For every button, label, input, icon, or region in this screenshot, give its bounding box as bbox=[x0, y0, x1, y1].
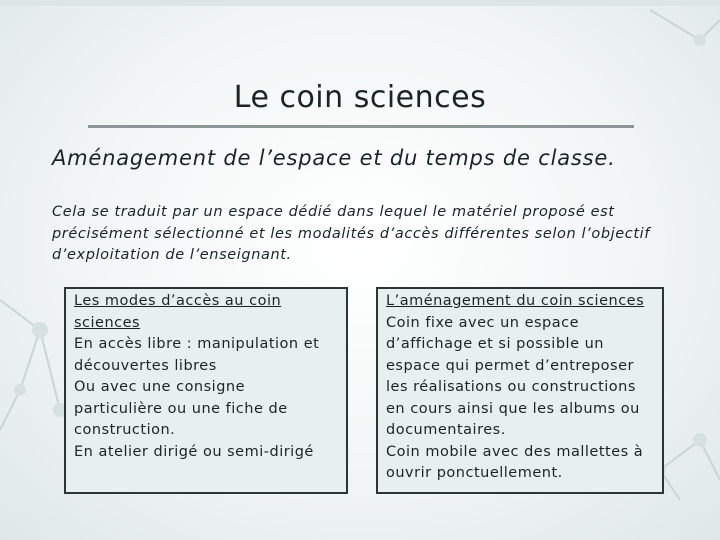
layout-item: Coin fixe avec un espace d’affichage et si possible un espace qui permet d’entreposer les réalisations ou constructions en cours ainsi que les albums ou documentaires. bbox=[386, 314, 640, 438]
layout-item: Coin mobile avec des mallettes à ouvrir ponctuellement. bbox=[386, 443, 644, 481]
top-band bbox=[0, 0, 720, 6]
access-modes-heading: Les modes d’accès au coin sciences bbox=[74, 293, 282, 331]
access-mode-item: Ou avec une consigne particulière ou une fiche de construction. bbox=[74, 379, 288, 438]
slide-title: Le coin sciences bbox=[233, 80, 487, 115]
intro-paragraph: Cela se traduit par un espace dédié dans lequel le matériel proposé est précisément sélectionné et les modalités d’accès différentes selon l’objectif d’exploitation de l’enseignant. bbox=[52, 204, 650, 263]
access-mode-item: En accès libre : manipulation et découvertes libres bbox=[74, 336, 320, 374]
title-underline bbox=[88, 125, 634, 128]
slide-subtitle: Aménagement de l’espace et du temps de classe. bbox=[52, 146, 616, 170]
access-mode-item: En atelier dirigé ou semi-dirigé bbox=[74, 443, 314, 460]
layout-heading: L’aménagement du coin sciences bbox=[386, 293, 645, 309]
layout-box bbox=[376, 287, 664, 494]
access-modes-box bbox=[64, 287, 348, 494]
